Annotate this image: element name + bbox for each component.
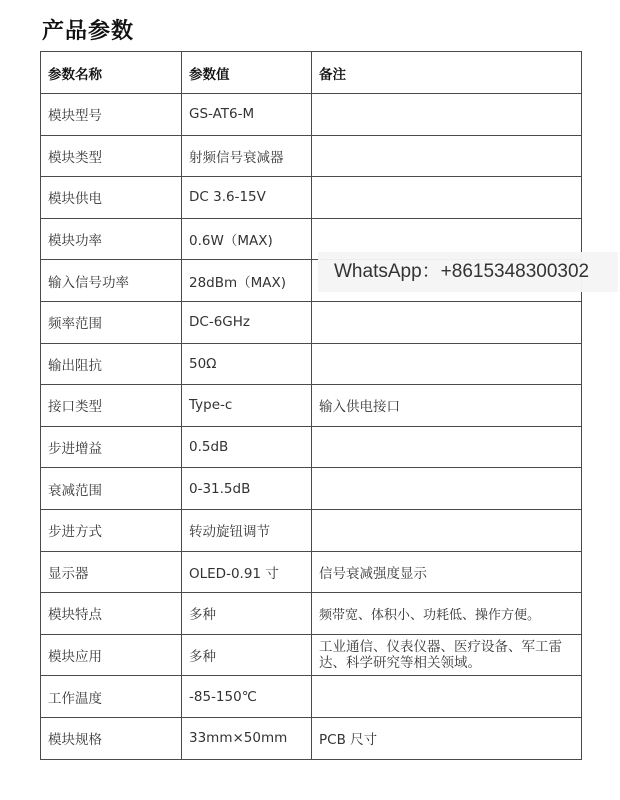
param-value-cell: 多种 bbox=[182, 593, 312, 635]
remark-cell bbox=[312, 94, 582, 136]
table-row bbox=[41, 634, 582, 676]
remark-cell bbox=[312, 177, 582, 219]
table-row bbox=[41, 343, 582, 385]
header-remark: 备注 bbox=[312, 52, 582, 94]
param-value-cell: 多种 bbox=[182, 634, 312, 676]
param-value-cell: OLED-0.91 寸 bbox=[182, 551, 312, 593]
spec-table bbox=[40, 51, 582, 760]
param-name-cell: 模块特点 bbox=[41, 593, 182, 635]
param-name-cell: 模块供电 bbox=[41, 177, 182, 219]
remark-cell bbox=[312, 426, 582, 468]
remark-cell bbox=[312, 301, 582, 343]
remark-cell: PCB 尺寸 bbox=[312, 717, 582, 759]
remark-cell bbox=[312, 343, 582, 385]
remark-cell: 频带宽、体积小、功耗低、操作方便。 bbox=[312, 593, 582, 635]
table-row bbox=[41, 177, 582, 219]
remark-cell: 工业通信、仪表仪器、医疗设备、军工雷达、科学研究等相关领域。 bbox=[312, 634, 582, 676]
table-row bbox=[41, 135, 582, 177]
param-value-cell: Type-c bbox=[182, 385, 312, 427]
param-value-cell: 射频信号衰减器 bbox=[182, 135, 312, 177]
table-row bbox=[41, 385, 582, 427]
param-name-cell: 模块型号 bbox=[41, 94, 182, 136]
param-value-cell: 转动旋钮调节 bbox=[182, 509, 312, 551]
table-row bbox=[41, 94, 582, 136]
header-param-value: 参数值 bbox=[182, 52, 312, 94]
param-name-cell: 模块类型 bbox=[41, 135, 182, 177]
param-value-cell: GS-AT6-M bbox=[182, 94, 312, 136]
table-row bbox=[41, 676, 582, 718]
remark-cell bbox=[312, 509, 582, 551]
param-value-cell: 0-31.5dB bbox=[182, 468, 312, 510]
param-name-cell: 输入信号功率 bbox=[41, 260, 182, 302]
param-name-cell: 步进方式 bbox=[41, 509, 182, 551]
param-name-cell: 模块功率 bbox=[41, 218, 182, 260]
remark-cell bbox=[312, 135, 582, 177]
remark-cell: 信号衰减强度显示 bbox=[312, 551, 582, 593]
param-name-cell: 显示器 bbox=[41, 551, 182, 593]
param-name-cell: 步进增益 bbox=[41, 426, 182, 468]
param-name-cell: 模块规格 bbox=[41, 717, 182, 759]
header-param-name: 参数名称 bbox=[41, 52, 182, 94]
param-value-cell: DC 3.6-15V bbox=[182, 177, 312, 219]
param-value-cell: -85-150℃ bbox=[182, 676, 312, 718]
table-row bbox=[41, 301, 582, 343]
table-row bbox=[41, 593, 582, 635]
param-value-cell: 0.5dB bbox=[182, 426, 312, 468]
param-value-cell: 0.6W（MAX) bbox=[182, 218, 312, 260]
table-row bbox=[41, 509, 582, 551]
table-row bbox=[41, 717, 582, 759]
remark-cell bbox=[312, 676, 582, 718]
remark-cell: 输入供电接口 bbox=[312, 385, 582, 427]
table-row bbox=[41, 426, 582, 468]
param-name-cell: 输出阻抗 bbox=[41, 343, 182, 385]
param-name-cell: 模块应用 bbox=[41, 634, 182, 676]
page-title: 产品参数 bbox=[42, 19, 135, 44]
remark-cell bbox=[312, 468, 582, 510]
param-value-cell: 28dBm（MAX) bbox=[182, 260, 312, 302]
table-row bbox=[41, 468, 582, 510]
whatsapp-watermark: WhatsApp：+8615348300302 bbox=[318, 252, 618, 292]
param-name-cell: 接口类型 bbox=[41, 385, 182, 427]
param-value-cell: 50Ω bbox=[182, 343, 312, 385]
param-name-cell: 衰减范围 bbox=[41, 468, 182, 510]
param-name-cell: 工作温度 bbox=[41, 676, 182, 718]
param-value-cell: 33mm×50mm bbox=[182, 717, 312, 759]
table-row bbox=[41, 551, 582, 593]
param-value-cell: DC-6GHz bbox=[182, 301, 312, 343]
table-header-row bbox=[41, 52, 582, 94]
param-name-cell: 频率范围 bbox=[41, 301, 182, 343]
